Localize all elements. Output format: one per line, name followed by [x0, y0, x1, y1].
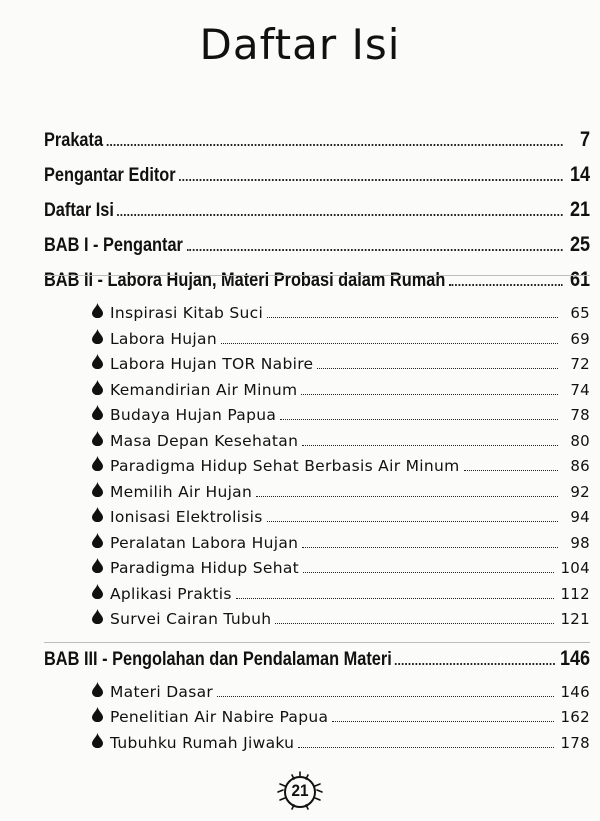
toc-subentry[interactable] [44, 584, 590, 610]
toc-subentry-label: Kemandirian Air Minum [110, 380, 298, 399]
toc-subentry-page: 162 [560, 708, 590, 726]
toc-subentry-page: 72 [570, 355, 590, 373]
water-drop-icon [92, 482, 104, 497]
toc-subentry[interactable] [44, 533, 590, 559]
page-number-badge [270, 770, 330, 814]
toc-entry-prakata[interactable] [44, 128, 590, 163]
toc-subentry[interactable] [44, 482, 590, 508]
section-divider [44, 275, 590, 276]
toc-entry-page: 14 [570, 163, 591, 186]
toc-entry-label: Pengantar Editor [44, 165, 176, 186]
section-divider [44, 642, 590, 643]
toc-subentry-page: 104 [560, 559, 590, 577]
toc-entry-label: BAB I - Pengantar [44, 235, 183, 256]
dot-leader [217, 696, 554, 697]
toc-subentry[interactable] [44, 609, 590, 635]
toc-subentry-page: 74 [570, 380, 590, 399]
toc-subentry-page: 86 [570, 457, 590, 475]
toc-entry-page: 21 [570, 198, 591, 221]
toc-subentry-label: Inspirasi Kitab Suci [110, 304, 264, 322]
toc-subentry-label: Paradigma Hidup Sehat Berbasis Air Minum [110, 457, 460, 475]
toc-entry-label: BAB II - Labora Hujan, Materi Probasi dalam Rumah [44, 270, 446, 291]
toc-subentry[interactable] [44, 507, 590, 533]
toc-subentry-label: Memilih Air Hujan [110, 482, 253, 501]
toc-subentry[interactable] [44, 329, 590, 355]
dot-leader [179, 179, 562, 181]
dot-leader [267, 521, 558, 522]
toc-subentry-label: Ionisasi Elektrolisis [110, 508, 263, 526]
toc-subentry-page: 92 [570, 482, 590, 501]
dot-leader [298, 747, 554, 748]
toc-entry-label: Prakata [44, 130, 104, 151]
dot-leader [332, 721, 554, 722]
dot-leader [236, 598, 555, 599]
water-drop-icon [92, 682, 104, 697]
dot-leader [186, 249, 562, 251]
dot-leader [303, 572, 554, 573]
page-title: Daftar Isi [199, 20, 401, 69]
dot-leader [302, 547, 558, 548]
toc-subentry-page: 112 [560, 584, 590, 603]
toc-subentry-page: 178 [560, 733, 590, 752]
toc-subentry[interactable] [44, 456, 590, 482]
dot-leader [117, 214, 562, 216]
water-drop-icon [92, 405, 104, 420]
toc-entry-bab-1[interactable] [44, 233, 590, 268]
toc-subentry-label: Materi Dasar [110, 682, 214, 701]
toc-subentry[interactable] [44, 682, 590, 708]
toc-entry-label: Daftar Isi [44, 200, 114, 221]
toc-entry-page: 61 [570, 268, 591, 291]
toc-subentry[interactable] [44, 431, 590, 457]
water-drop-icon [92, 456, 104, 471]
toc-entry-bab-2[interactable] [44, 268, 590, 303]
water-drop-icon [92, 533, 104, 548]
water-drop-icon [92, 329, 104, 344]
dot-leader [395, 663, 555, 665]
water-drop-icon [92, 707, 104, 722]
dot-leader [302, 445, 558, 446]
dot-leader [464, 470, 558, 471]
toc-subentry-label: Labora Hujan TOR Nabire [110, 355, 314, 373]
toc-subentry-label: Aplikasi Praktis [110, 584, 232, 603]
toc-entry-page: 7 [580, 128, 591, 151]
dot-leader [106, 144, 562, 146]
water-drop-icon [92, 733, 104, 748]
toc-subentry-page: 146 [560, 682, 590, 701]
toc-subentry-label: Paradigma Hidup Sehat [110, 559, 299, 577]
water-drop-icon [92, 507, 104, 522]
toc-subentry-page: 98 [570, 533, 590, 552]
dot-leader [449, 284, 563, 286]
table-of-contents [44, 128, 590, 758]
bab3-subsection-list [44, 682, 590, 759]
bab2-subsection-list [44, 303, 590, 635]
toc-entry-daftar-isi[interactable] [44, 198, 590, 233]
toc-entry-pengantar-editor[interactable] [44, 163, 590, 198]
water-drop-icon [92, 609, 104, 624]
toc-subentry-page: 80 [570, 431, 590, 450]
toc-subentry-label: Penelitian Air Nabire Papua [110, 708, 329, 726]
toc-subentry[interactable] [44, 380, 590, 406]
water-drop-icon [92, 584, 104, 599]
toc-entry-label: BAB III - Pengolahan dan Pendalaman Materi [44, 648, 392, 670]
toc-subentry[interactable] [44, 558, 590, 584]
water-drop-icon [92, 380, 104, 395]
water-drop-icon [92, 558, 104, 573]
toc-subentry[interactable] [44, 707, 590, 733]
toc-subentry-label: Survei Cairan Tubuh [110, 610, 272, 628]
toc-subentry-label: Labora Hujan [110, 329, 217, 348]
dot-leader [280, 419, 558, 420]
dot-leader [275, 623, 554, 624]
water-drop-icon [92, 354, 104, 369]
toc-subentry[interactable] [44, 405, 590, 431]
toc-entry-page: 25 [570, 233, 591, 256]
dot-leader [256, 496, 558, 497]
toc-subentry-page: 121 [560, 610, 590, 628]
toc-subentry-label: Masa Depan Kesehatan [110, 431, 299, 450]
dot-leader [221, 343, 558, 344]
toc-subentry[interactable] [44, 733, 590, 759]
dot-leader [301, 394, 558, 395]
toc-subentry[interactable] [44, 303, 590, 329]
toc-subentry-label: Tubuhku Rumah Jiwaku [110, 733, 295, 752]
toc-entry-bab-3[interactable] [44, 647, 590, 682]
toc-subentry[interactable] [44, 354, 590, 380]
water-drop-icon [92, 431, 104, 446]
toc-subentry-page: 65 [570, 304, 590, 322]
toc-subentry-page: 94 [570, 508, 590, 526]
toc-subentry-page: 69 [570, 329, 590, 348]
toc-subentry-label: Peralatan Labora Hujan [110, 533, 299, 552]
toc-subentry-page: 78 [570, 406, 590, 424]
dot-leader [317, 368, 558, 369]
toc-entry-page: 146 [559, 646, 591, 670]
page-number: 21 [291, 781, 309, 800]
dot-leader [267, 317, 558, 318]
toc-subentry-label: Budaya Hujan Papua [110, 406, 277, 424]
water-drop-icon [92, 303, 104, 318]
